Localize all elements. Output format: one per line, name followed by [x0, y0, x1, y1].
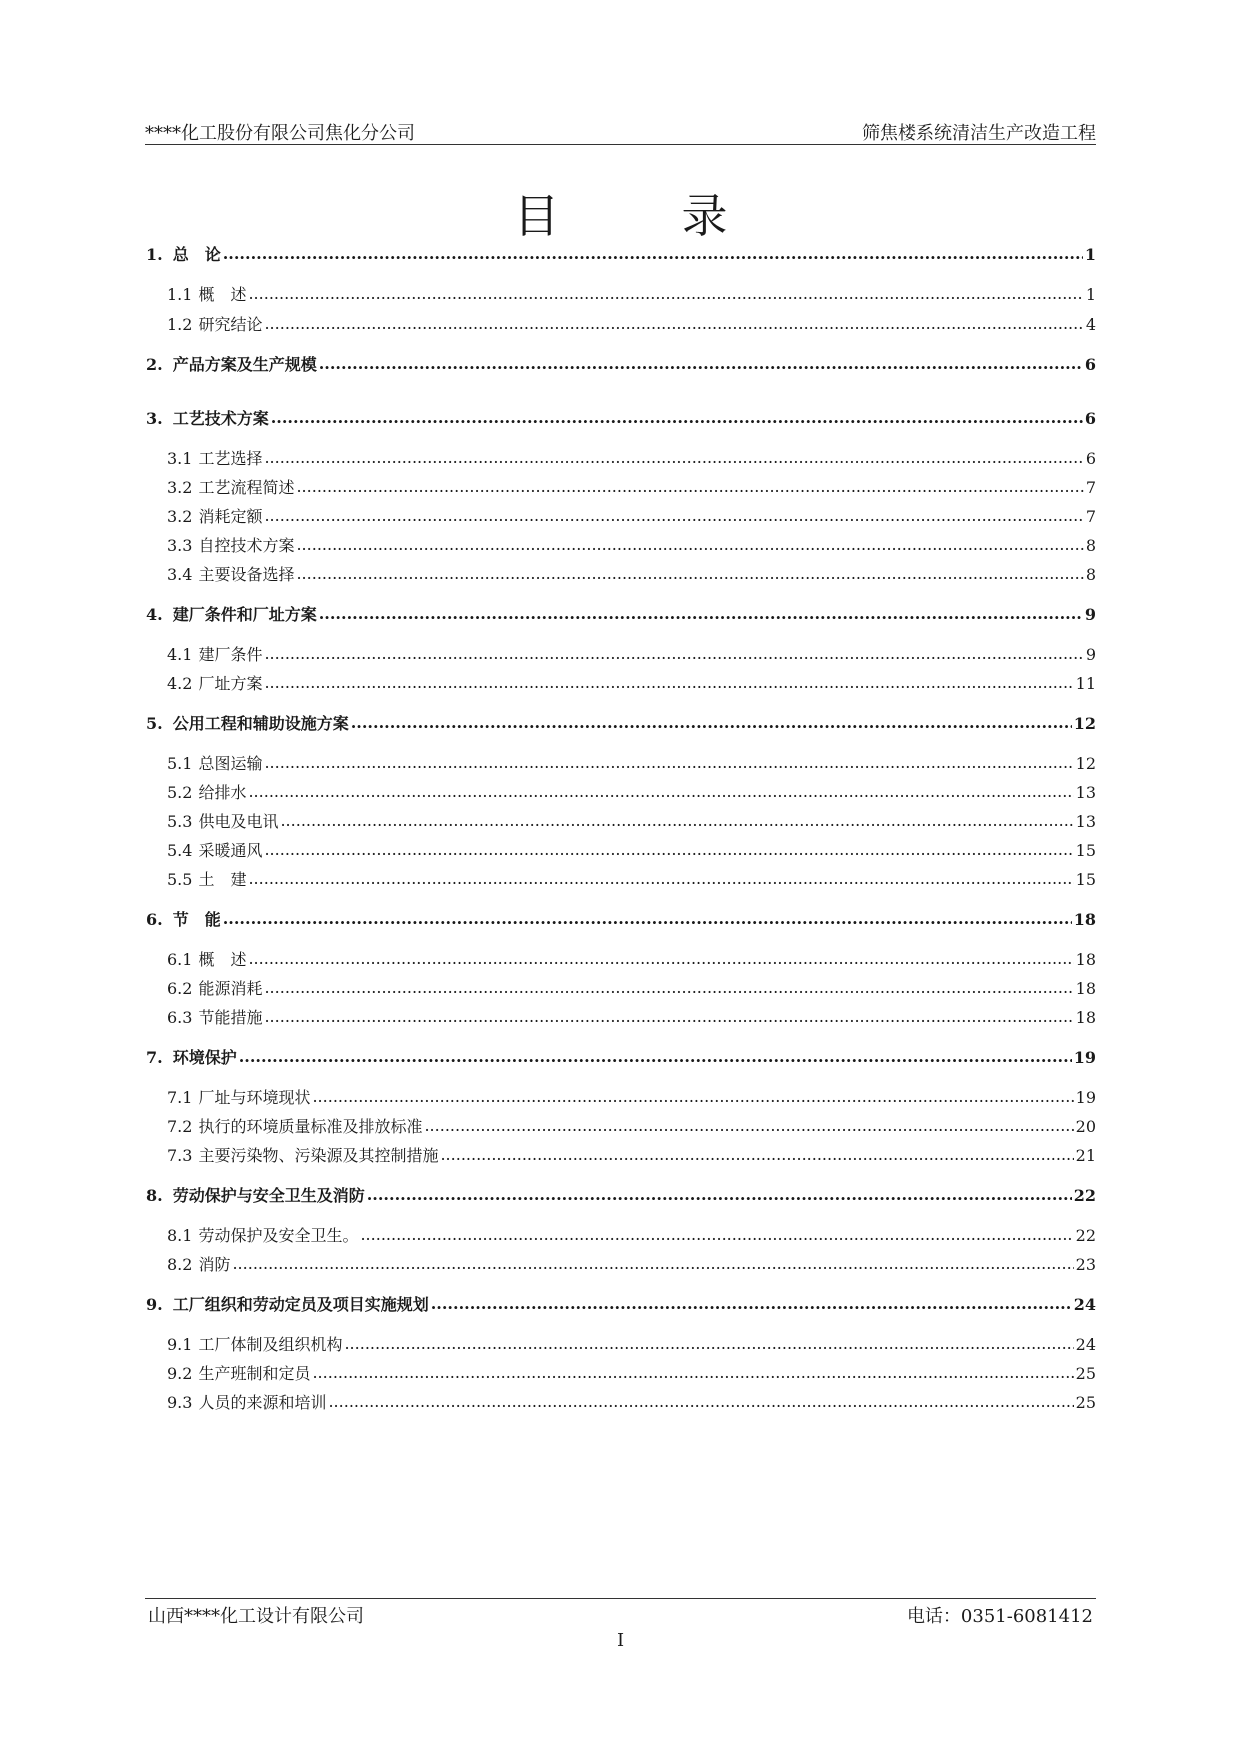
toc-entry-page: 9 — [1085, 645, 1096, 664]
toc-entry-page: 8 — [1085, 536, 1096, 555]
toc-entry-number: 6.2 — [167, 979, 193, 998]
toc-entry-page: 19 — [1075, 1088, 1096, 1107]
toc-entry-title: 生产班制和定员 — [198, 1364, 311, 1383]
toc-entry-page: 6 — [1084, 409, 1096, 428]
toc-entry-title: 工厂体制及组织机构 — [198, 1335, 343, 1354]
toc-dot-leader — [264, 840, 1073, 859]
toc-entry-page: 18 — [1075, 979, 1096, 998]
toc-section-entry[interactable] — [146, 282, 1096, 305]
toc-entry-page: 20 — [1075, 1117, 1096, 1136]
toc-entry-number: 8.2 — [167, 1255, 193, 1274]
toc-entry-title: 节能措施 — [198, 1008, 263, 1027]
toc-section-entry[interactable] — [146, 1085, 1096, 1108]
toc-entry-title: 消耗定额 — [198, 507, 263, 526]
toc-entry-title: 工艺流程简述 — [198, 478, 295, 497]
toc-entry-title: 主要污染物、污染源及其控制措施 — [198, 1146, 439, 1165]
toc-section-entry[interactable] — [146, 1332, 1096, 1355]
toc-entry-page: 25 — [1075, 1364, 1096, 1383]
toc-entry-number: 7.3 — [167, 1146, 193, 1165]
toc-entry-page: 4 — [1085, 315, 1096, 334]
toc-entry-page: 15 — [1075, 841, 1096, 860]
toc-entry-number: 7.2 — [167, 1117, 193, 1136]
toc-entry-title: 采暖通风 — [198, 841, 263, 860]
toc-section-entry[interactable] — [146, 1390, 1096, 1413]
toc-entry-page: 8 — [1085, 565, 1096, 584]
toc-section-entry[interactable] — [146, 1114, 1096, 1137]
toc-entry-title: 劳动保护及安全卫生。 — [198, 1226, 359, 1245]
toc-section-entry[interactable] — [146, 809, 1096, 832]
toc-chapter-entry[interactable] — [146, 1292, 1096, 1315]
toc-dot-leader — [344, 1334, 1073, 1353]
toc-entry-number: 1.1 — [167, 285, 193, 304]
toc-dot-leader — [328, 1392, 1073, 1411]
toc-dot-leader — [351, 713, 1072, 732]
toc-entry-number: 5. — [146, 714, 163, 733]
toc-entry-page: 21 — [1075, 1146, 1096, 1165]
toc-dot-leader — [440, 1145, 1073, 1164]
toc-entry-number: 3.2 — [167, 478, 193, 497]
toc-chapter-entry[interactable] — [146, 602, 1096, 625]
toc-entry-number: 5.2 — [167, 783, 193, 802]
toc-entry-number: 5.1 — [167, 754, 193, 773]
toc-entry-title: 厂址方案 — [198, 674, 263, 693]
toc-entry-title: 环境保护 — [172, 1048, 237, 1067]
toc-dot-leader — [296, 477, 1083, 496]
toc-entry-page: 22 — [1075, 1226, 1096, 1245]
toc-entry-page: 18 — [1073, 910, 1096, 929]
toc-dot-leader — [264, 753, 1073, 772]
toc-entry-number: 3.2 — [167, 507, 193, 526]
toc-entry-number: 3.1 — [167, 449, 193, 468]
toc-section-entry[interactable] — [146, 504, 1096, 527]
toc-section-entry[interactable] — [146, 533, 1096, 556]
toc-entry-number: 1. — [146, 245, 163, 264]
toc-section-entry[interactable] — [146, 562, 1096, 585]
toc-entry-title: 研究结论 — [198, 315, 263, 334]
toc-dot-leader — [248, 782, 1073, 801]
toc-entry-title: 能源消耗 — [198, 979, 263, 998]
toc-entry-title: 建厂条件和厂址方案 — [172, 605, 317, 624]
header-rule — [145, 144, 1096, 145]
toc-entry-title: 消防 — [198, 1255, 231, 1274]
toc-section-entry[interactable] — [146, 751, 1096, 774]
toc-dot-leader — [367, 1185, 1072, 1204]
toc-entry-title: 总 论 — [172, 245, 221, 264]
toc-section-entry[interactable] — [146, 446, 1096, 469]
toc-dot-leader — [271, 408, 1083, 427]
toc-entry-number: 5.5 — [167, 870, 193, 889]
toc-entry-page: 19 — [1073, 1048, 1096, 1067]
toc-entry-number: 3.4 — [167, 565, 193, 584]
toc-dot-leader — [296, 564, 1083, 583]
toc-entry-page: 7 — [1085, 478, 1096, 497]
toc-section-entry[interactable] — [146, 312, 1096, 335]
toc-entry-title: 劳动保护与安全卫生及消防 — [172, 1186, 365, 1205]
toc-section-entry[interactable] — [146, 475, 1096, 498]
toc-dot-leader — [232, 1254, 1073, 1273]
toc-dot-leader — [223, 244, 1083, 263]
toc-entry-title: 节 能 — [172, 910, 221, 929]
toc-chapter-entry[interactable] — [146, 711, 1096, 734]
toc-entry-page: 12 — [1075, 754, 1096, 773]
header-left-company: ****化工股份有限公司焦化分公司 — [145, 123, 415, 144]
toc-entry-title: 执行的环境质量标准及排放标准 — [198, 1117, 423, 1136]
toc-dot-leader — [248, 284, 1083, 303]
toc-dot-leader — [248, 949, 1073, 968]
toc-section-entry[interactable] — [146, 642, 1096, 665]
toc-entry-page: 1 — [1084, 245, 1096, 264]
toc-entry-page: 7 — [1085, 507, 1096, 526]
toc-entry-page: 15 — [1075, 870, 1096, 889]
toc-dot-leader — [319, 604, 1083, 623]
toc-entry-page: 13 — [1075, 783, 1096, 802]
toc-entry-title: 工厂组织和劳动定员及项目实施规划 — [172, 1295, 429, 1314]
toc-section-entry[interactable] — [146, 1223, 1096, 1246]
toc-entry-number: 7. — [146, 1048, 163, 1067]
toc-dot-leader — [312, 1087, 1073, 1106]
toc-dot-leader — [264, 978, 1073, 997]
toc-entry-title: 厂址与环境现状 — [198, 1088, 311, 1107]
toc-entry-number: 5.4 — [167, 841, 193, 860]
footer-right-phone: 电话：0351-6081412 — [906, 1606, 1093, 1627]
toc-entry-title: 建厂条件 — [198, 645, 263, 664]
toc-entry-number: 9.2 — [167, 1364, 193, 1383]
toc-dot-leader — [264, 644, 1083, 663]
toc-entry-title: 土 建 — [198, 870, 247, 889]
toc-dot-leader — [248, 869, 1073, 888]
page-footer — [148, 1602, 1093, 1628]
toc-section-entry[interactable] — [146, 867, 1096, 890]
toc-entry-page: 22 — [1073, 1186, 1096, 1205]
toc-chapter-entry[interactable] — [146, 406, 1096, 429]
toc-entry-number: 8. — [146, 1186, 163, 1205]
toc-entry-number: 8.1 — [167, 1226, 193, 1245]
toc-entry-title: 给排水 — [198, 783, 247, 802]
toc-chapter-entry[interactable] — [146, 1183, 1096, 1206]
toc-chapter-entry[interactable] — [146, 1045, 1096, 1068]
toc-entry-number: 9. — [146, 1295, 163, 1314]
toc-dot-leader — [239, 1047, 1072, 1066]
toc-chapter-entry[interactable] — [146, 242, 1096, 265]
toc-entry-title: 工艺技术方案 — [172, 409, 269, 428]
toc-entry-number: 6.3 — [167, 1008, 193, 1027]
toc-entry-page: 6 — [1084, 355, 1096, 374]
toc-entry-page: 25 — [1075, 1393, 1096, 1412]
toc-dot-leader — [424, 1116, 1073, 1135]
toc-entry-page: 18 — [1075, 950, 1096, 969]
toc-entry-number: 7.1 — [167, 1088, 193, 1107]
toc-section-entry[interactable] — [146, 947, 1096, 970]
toc-dot-leader — [360, 1225, 1073, 1244]
toc-dot-leader — [264, 314, 1083, 333]
toc-entry-number: 1.2 — [167, 315, 193, 334]
toc-entry-page: 1 — [1085, 285, 1096, 304]
toc-entry-number: 3. — [146, 409, 163, 428]
toc-entry-page: 13 — [1075, 812, 1096, 831]
toc-dot-leader — [431, 1294, 1072, 1313]
toc-entry-page: 24 — [1075, 1335, 1096, 1354]
header-right-project: 筛焦楼系统清洁生产改造工程 — [862, 123, 1096, 144]
toc-entry-title: 供电及电讯 — [198, 812, 279, 831]
toc-entry-number: 4.2 — [167, 674, 193, 693]
toc-dot-leader — [319, 354, 1083, 373]
toc-section-entry[interactable] — [146, 976, 1096, 999]
toc-section-entry[interactable] — [146, 1252, 1096, 1275]
toc-entry-title: 工艺选择 — [198, 449, 263, 468]
toc-dot-leader — [296, 535, 1083, 554]
toc-entry-title: 产品方案及生产规模 — [172, 355, 317, 374]
toc-entry-page: 9 — [1084, 605, 1096, 624]
toc-section-entry[interactable] — [146, 780, 1096, 803]
toc-entry-title: 公用工程和辅助设施方案 — [172, 714, 349, 733]
toc-entry-page: 12 — [1073, 714, 1096, 733]
toc-entry-title: 概 述 — [198, 950, 247, 969]
toc-entry-number: 6.1 — [167, 950, 193, 969]
footer-left-company: 山西****化工设计有限公司 — [148, 1606, 364, 1627]
toc-entry-number: 4. — [146, 605, 163, 624]
toc-section-entry[interactable] — [146, 1005, 1096, 1028]
toc-section-entry[interactable] — [146, 1361, 1096, 1384]
toc-dot-leader — [264, 448, 1083, 467]
toc-entry-title: 主要设备选择 — [198, 565, 295, 584]
toc-chapter-entry[interactable] — [146, 352, 1096, 375]
toc-entry-title: 自控技术方案 — [198, 536, 295, 555]
toc-section-entry[interactable] — [146, 1143, 1096, 1166]
toc-entry-number: 2. — [146, 355, 163, 374]
toc-entry-title: 概 述 — [198, 285, 247, 304]
toc-entry-page: 11 — [1075, 674, 1096, 693]
toc-dot-leader — [280, 811, 1073, 830]
toc-entry-number: 4.1 — [167, 645, 193, 664]
toc-entry-title: 人员的来源和培训 — [198, 1393, 327, 1412]
toc-entry-number: 5.3 — [167, 812, 193, 831]
toc-entry-page: 18 — [1075, 1008, 1096, 1027]
toc-section-entry[interactable] — [146, 838, 1096, 861]
page-number: I — [616, 1630, 625, 1651]
toc-section-entry[interactable] — [146, 671, 1096, 694]
toc-chapter-entry[interactable] — [146, 907, 1096, 930]
toc-entry-number: 3.3 — [167, 536, 193, 555]
toc-entry-page: 24 — [1073, 1295, 1096, 1314]
toc-dot-leader — [264, 673, 1073, 692]
toc-entry-page: 23 — [1075, 1255, 1096, 1274]
toc-dot-leader — [312, 1363, 1073, 1382]
page-header — [145, 117, 1096, 145]
toc-entry-number: 6. — [146, 910, 163, 929]
toc-dot-leader — [264, 1007, 1073, 1026]
toc-entry-number: 9.1 — [167, 1335, 193, 1354]
toc-dot-leader — [264, 506, 1083, 525]
toc-entry-number: 9.3 — [167, 1393, 193, 1412]
footer-rule — [145, 1598, 1096, 1599]
toc-entry-page: 6 — [1085, 449, 1096, 468]
toc-title: 目 录 — [513, 189, 766, 243]
toc-dot-leader — [223, 909, 1072, 928]
toc-entry-title: 总图运输 — [198, 754, 263, 773]
